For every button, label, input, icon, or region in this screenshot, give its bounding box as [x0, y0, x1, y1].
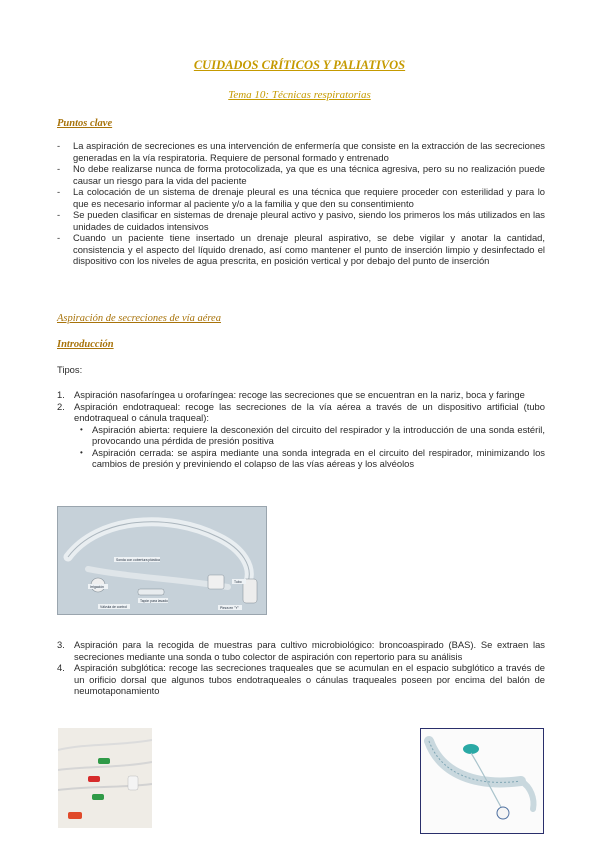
section-heading-aspiracion: Aspiración de secreciones de vía aérea	[57, 313, 221, 324]
item-text: Aspiración subglótica: recoge las secreciones traqueales que se acumulan en el espacio subglótico a través de un orificio dorsal que algunos tubos endotraqueales o cánulas traqueales poseen por encima del balón de neumotaponamiento	[74, 662, 545, 696]
suction-catheters-image	[58, 728, 152, 828]
subglottic-tube-image	[420, 728, 544, 834]
label-irrigacion: Irrigación	[90, 585, 104, 589]
tipos-label: Tipos:	[57, 364, 83, 375]
item-text: Aspiración para la recogida de muestras para cultivo microbiológico: broncoaspirado (BAS). Se extraen las secreciones mediante una sonda o tubo colector de aspiración con repertorio para su análisis	[74, 639, 545, 662]
list-item	[57, 401, 545, 470]
tipos-list-part2	[57, 639, 545, 697]
tipos-list-part1	[57, 389, 545, 470]
sub-list-item: • Aspiración cerrada: se aspira mediante una sonda integrada en el circuito del respirador, minimizando los cambios de presión y previniendo el colapso de las vías aéreas y los alvéolos	[74, 447, 545, 470]
list-item	[57, 639, 545, 662]
list-item	[57, 662, 545, 697]
item-text: Aspiración endotraqueal: recoge las secreciones de la vía aérea a través de un dispositivo artificial (tubo endotraqueal o cánula traqueal):	[74, 400, 545, 423]
list-item: - Cuando un paciente tiene insertado un drenaje pleural aspirativo, se debe vigilar y anotar la cantidad, consistencia y el aspecto del líquido drenado, así como mantener el punto de inserción limpio y desinfectado el dispositivo con los niveles de agua prescrita, en posición vertical y por debajo del punto de inserción	[57, 232, 545, 267]
list-item	[57, 389, 545, 401]
label-pieza: Pieza en "Y"	[220, 606, 239, 610]
label-tubo: Tubo	[234, 580, 242, 584]
closed-suction-system-image	[57, 506, 267, 615]
sub-list-item: • Aspiración abierta: requiere la desconexión del circuito del respirador y la introducción de una sonda estéril, provocando una pérdida de presión positiva	[74, 424, 545, 447]
label-valvula: Válvula de control	[100, 605, 127, 609]
suction-catheters-illustration	[58, 728, 152, 828]
item-number: 4.	[57, 662, 65, 673]
section-heading-introduccion: Introducción	[57, 339, 114, 350]
list-item: - No debe realizarse nunca de forma protocolizada, ya que es una técnica agresiva, pero su no realización puede causar un riesgo para la vida del paciente	[57, 163, 545, 186]
subglottic-tube-illustration	[421, 729, 543, 833]
item-text: Aspiración nasofaríngea u orofaríngea: recoge las secreciones que se encuentran en la nariz, boca y faringe	[74, 389, 525, 400]
sub-list	[74, 424, 545, 470]
document-title: CUIDADOS CRÍTICOS Y PALIATIVOS	[193, 58, 406, 72]
list-item: - La aspiración de secreciones es una intervención de enfermería que consiste en la extracción de las secreciones generadas en la vía respiratoria. Requiere de personal formado y entrenado	[57, 140, 545, 163]
list-item: - La colocación de un sistema de drenaje pleural es una técnica que requiere proceder con esterilidad y para lo que es necesario informar al paciente y/o a la familia y que den su consentimiento	[57, 186, 545, 209]
label-sonda: Sonda con cobertura plástica	[116, 558, 160, 562]
list-item: - Se pueden clasificar en sistemas de drenaje pleural activo y pasivo, siendo los primeros los más utilizados en las unidades de cuidados intensivos	[57, 209, 545, 232]
section-heading-puntos-clave: Puntos clave	[57, 118, 113, 129]
item-number: 1.	[57, 389, 65, 400]
puntos-clave-list	[57, 140, 545, 267]
document-subtitle: Tema 10: Técnicas respiratorias	[228, 89, 371, 101]
closed-suction-illustration	[58, 507, 266, 614]
label-tapon: Tapón para lavado	[140, 599, 168, 603]
item-number: 2.	[57, 400, 65, 412]
item-number: 3.	[57, 639, 65, 650]
